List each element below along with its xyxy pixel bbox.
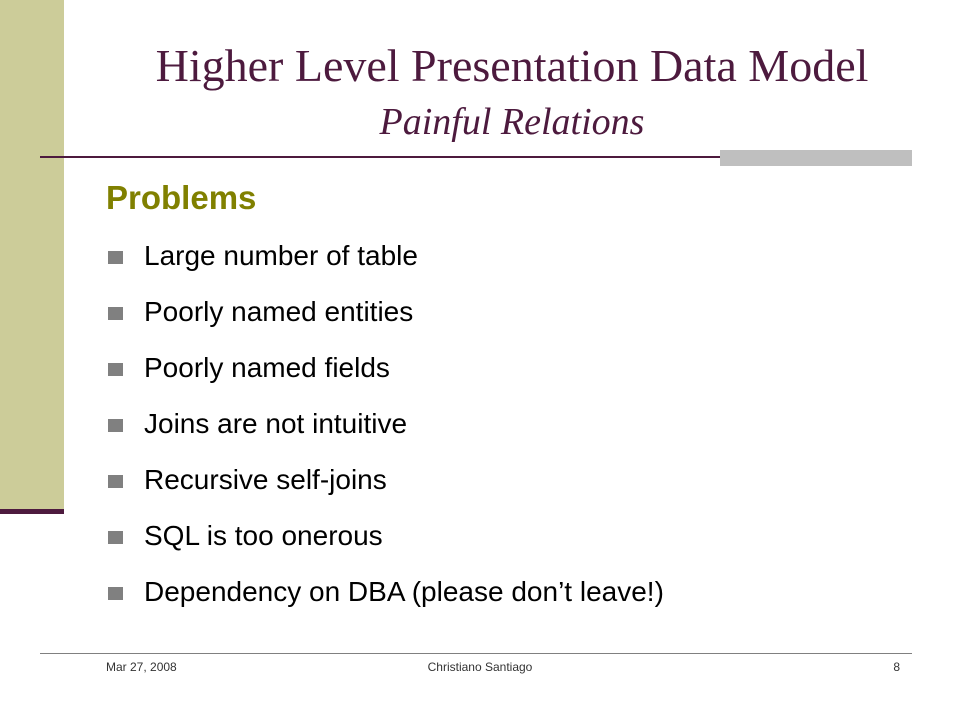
bullet-text: SQL is too onerous xyxy=(144,520,383,551)
bullet-text: Joins are not intuitive xyxy=(144,408,408,439)
bullet-list xyxy=(108,234,664,626)
square-bullet-icon xyxy=(108,475,123,488)
square-bullet-icon xyxy=(108,419,123,432)
title-divider-accent xyxy=(720,150,912,166)
bullet-text: Poorly named entities xyxy=(144,296,414,327)
bullet-text: Large number of table xyxy=(144,240,418,271)
bullet-text: Dependency on DBA (please don’t leave!) xyxy=(144,576,664,607)
bullet-text: Poorly named fields xyxy=(144,352,390,383)
square-bullet-icon xyxy=(108,251,123,264)
square-bullet-icon xyxy=(108,531,123,544)
list-item xyxy=(108,458,664,514)
bullet-text: Recursive self-joins xyxy=(144,464,387,495)
page-number: 8 xyxy=(893,660,900,674)
footer-divider xyxy=(40,653,912,654)
list-item xyxy=(108,570,664,626)
list-item xyxy=(108,514,664,570)
left-band-bottom-rule xyxy=(0,509,64,514)
left-decorative-band xyxy=(0,0,64,510)
square-bullet-icon xyxy=(108,363,123,376)
slide-subtitle: Painful Relations xyxy=(379,101,645,143)
square-bullet-icon xyxy=(108,307,123,320)
square-bullet-icon xyxy=(108,587,123,600)
list-item xyxy=(108,346,664,402)
list-item xyxy=(108,290,664,346)
list-item xyxy=(108,402,664,458)
footer-date: Mar 27, 2008 xyxy=(106,660,177,674)
slide-title: Higher Level Presentation Data Model xyxy=(155,40,869,91)
section-heading: Problems xyxy=(106,179,257,216)
footer-author: Christiano Santiago xyxy=(427,660,533,674)
list-item xyxy=(108,234,664,290)
